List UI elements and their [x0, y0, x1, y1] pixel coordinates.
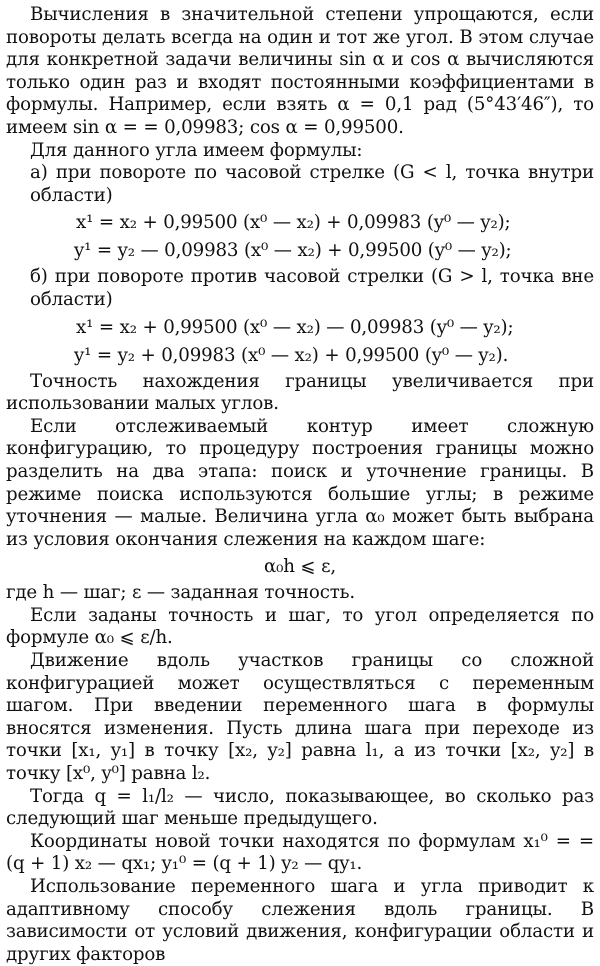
formula-clockwise-x: x¹ = x₂ + 0,99500 (x⁰ — x₂) + 0,09983 (y⁰ — y₂);: [76, 212, 511, 234]
paragraph-new-point-coordinates: Координаты новой точки находятся по формулам x₁⁰ = = (q + 1) x₂ — qx₁; y₁⁰ = (q + 1) y₂ — qy₁.: [6, 830, 594, 875]
paragraph-rotation-simplification: Вычисления в значительной степени упрощаются, если повороты делать всегда на один и тот же угол. В этом случае для конкретной задачи величины sin α и cos α вычисляются только один раз и входят постоянными коэффициентами в формулы. Например, если взять α = 0,1 рад (5°43′46″), то имеем sin α = = 0,09983; cos α = 0,99500.: [6, 4, 594, 138]
paragraph-step-precision-legend: где h — шаг; ε — заданная точность.: [6, 582, 356, 604]
paragraph-adaptive-tracking: Использование переменного шага и угла приводит к адаптивному способу слежения вдоль границы. В зависимости от условий движения, конфигурации области и других факторов: [6, 876, 594, 965]
paragraph-variable-step: Движение вдоль участков границы со сложной конфигурацией может осуществляться с переменным шагом. При введении переменного шага в формулы вносятся изменения. Пусть длина шага при переходе из точки [x₁, y₁] в точку [x₂, y₂] равна l₁, а из точки [x₂, y₂] в точку [x⁰, y⁰] равна l₂.: [6, 650, 594, 785]
paragraph-accuracy-small-angles: Точность нахождения границы увеличивается при использовании малых углов.: [6, 370, 594, 415]
formula-counterclockwise-y: y¹ = y₂ + 0,09983 (x⁰ — x₂) + 0,99500 (y⁰ — y₂).: [74, 344, 509, 366]
paragraph-counterclockwise-case: б) при повороте против часовой стрелки (G > l, точка вне области): [30, 266, 594, 310]
paragraph-formulas-intro: Для данного угла имеем формулы:: [30, 139, 363, 161]
formula-stop-condition: α₀h ⩽ ε,: [263, 556, 337, 578]
paragraph-step-ratio: Тогда q = l₁/l₂ — число, показывающее, во сколько раз следующий шаг меньше предыдущего.: [6, 785, 594, 830]
formula-clockwise-y: y¹ = y₂ — 0,09983 (x⁰ — x₂) + 0,99500 (y⁰ — y₂);: [74, 240, 512, 262]
paragraph-clockwise-case: а) при повороте по часовой стрелке (G < l, точка внутри области): [30, 162, 594, 206]
paragraph-complex-contour: Если отслеживаемый контур имеет сложную конфигурацию, то процедуру построения границы можно разделить на два этапа: поиск и уточнение границы. В режиме поиска используются большие углы; в режиме уточнения — малые. Величина угла α₀ может быть выбрана из условия окончания слежения на каждом шаге:: [6, 415, 594, 550]
formula-counterclockwise-x: x¹ = x₂ + 0,99500 (x⁰ — x₂) — 0,09983 (y⁰ — y₂);: [76, 316, 514, 338]
paragraph-angle-definition: Если заданы точность и шаг, то угол определяется по формуле α₀ ⩽ ε/h.: [6, 604, 594, 649]
page-text: [6, 4, 594, 966]
